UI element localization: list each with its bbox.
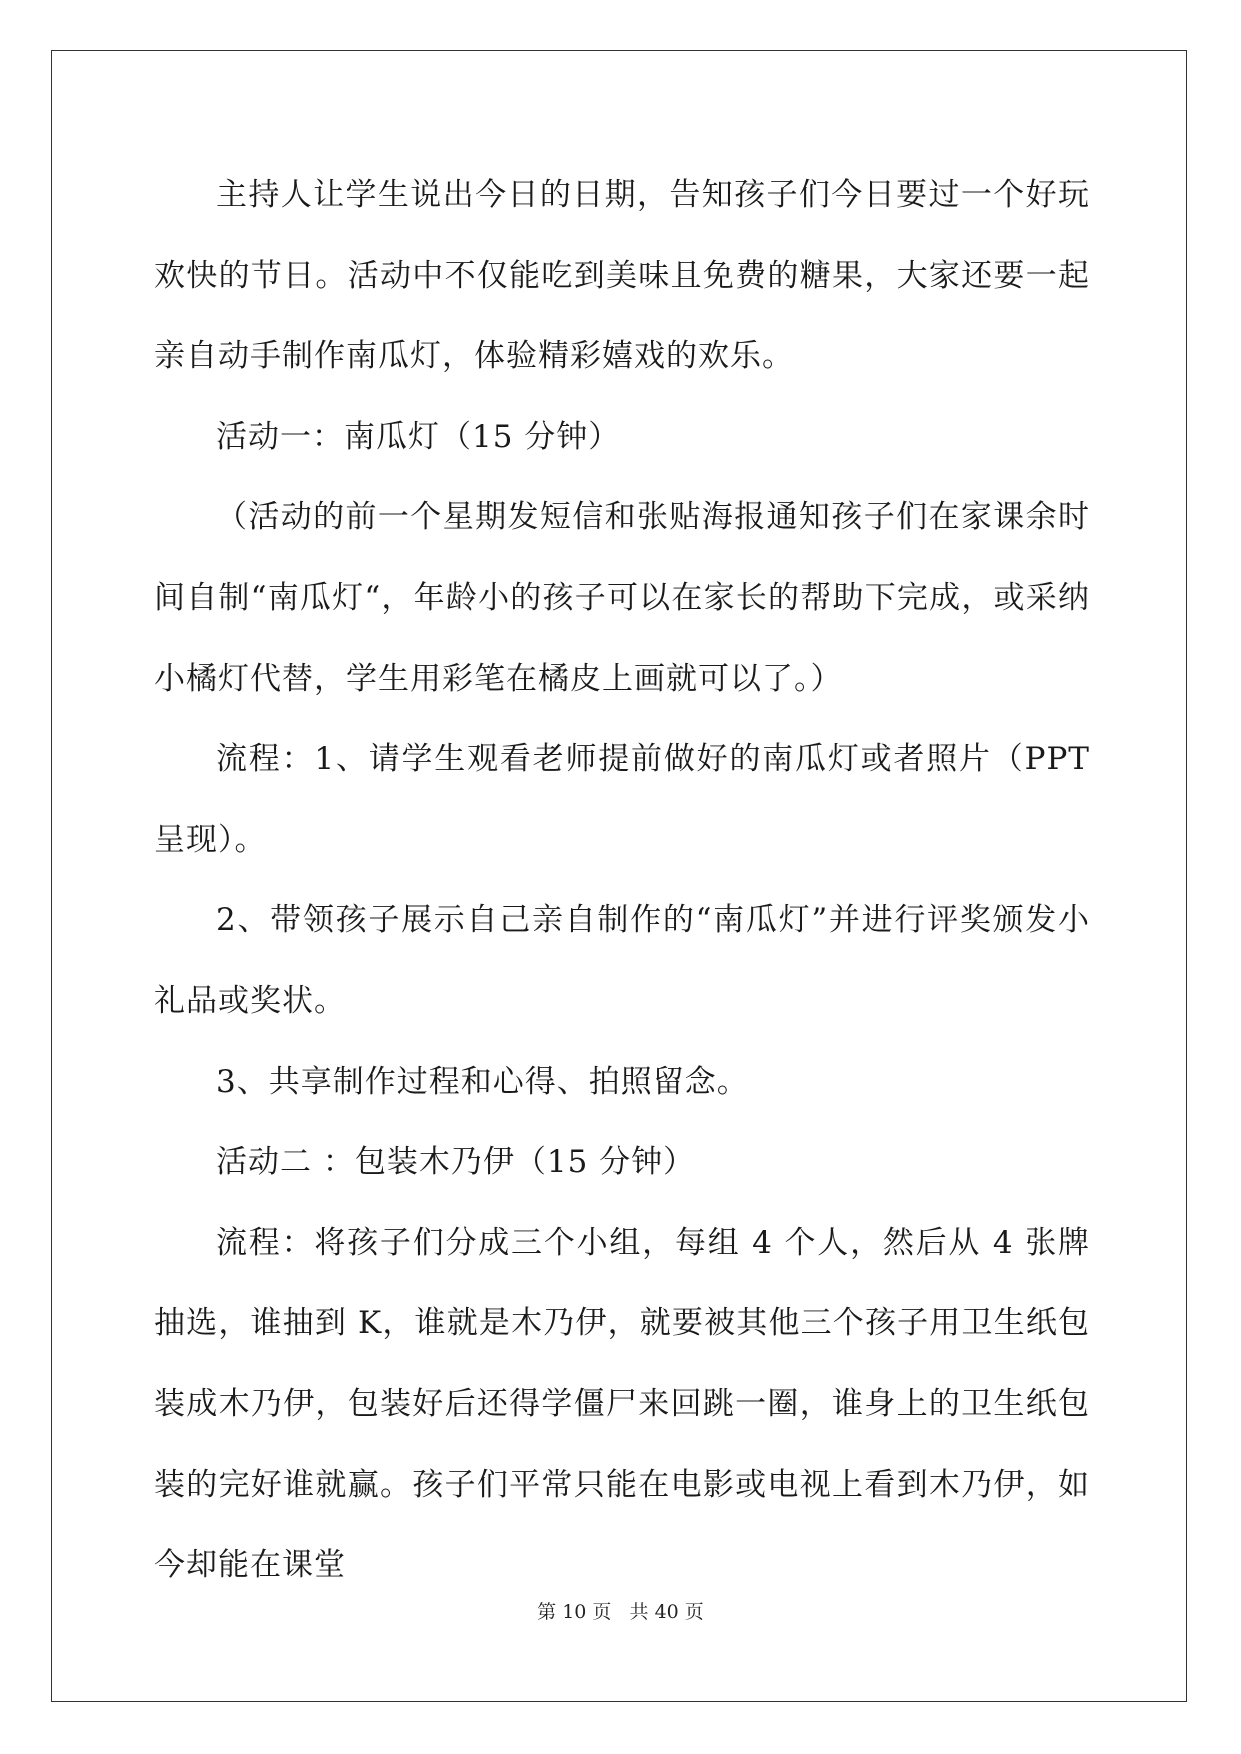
document-body — [154, 155, 1090, 1606]
paragraph-intro: 主持人让学生说出今日的日期，告知孩子们今日要过一个好玩欢快的节日。活动中不仅能吃到美味且免费的糖果，大家还要一起亲自动手制作南瓜灯，体验精彩嬉戏的欢乐。 — [154, 177, 1090, 375]
heading-activity-two: 活动二 ：包装木乃伊（15 分钟） — [216, 1144, 696, 1181]
paragraph-process-step-3: 3、共享制作过程和心得、拍照留念。 — [216, 1063, 749, 1100]
paragraph-process-step-1: 流程：1、请学生观看老师提前做好的南瓜灯或者照片（PPT 呈现）。 — [154, 741, 1090, 858]
paragraph-process-step-2: 2、带领孩子展示自己亲自制作的“南瓜灯”并进行评奖颁发小礼品或奖状。 — [154, 902, 1090, 1019]
paragraph-activity-one-note: （活动的前一个星期发短信和张贴海报通知孩子们在家课余时间自制“南瓜灯“，年龄小的孩子可以在家长的帮助下完成，或采纳小橘灯代替，学生用彩笔在橘皮上画就可以了。） — [154, 499, 1090, 697]
page-number-footer: 第 10 页 共 40 页 — [537, 1601, 704, 1623]
heading-activity-one: 活动一：南瓜灯（15 分钟） — [216, 418, 621, 455]
paragraph-activity-two-process: 流程：将孩子们分成三个小组，每组 4 个人，然后从 4 张牌抽选，谁抽到 K，谁就是木乃伊，就要被其他三个孩子用卫生纸包装成木乃伊，包装好后还得学僵尸来回跳一圈，谁身上的卫生纸包装的完好谁就赢。孩子们平常只能在电影或电视上看到木乃伊，如今却能在课堂 — [154, 1224, 1090, 1584]
